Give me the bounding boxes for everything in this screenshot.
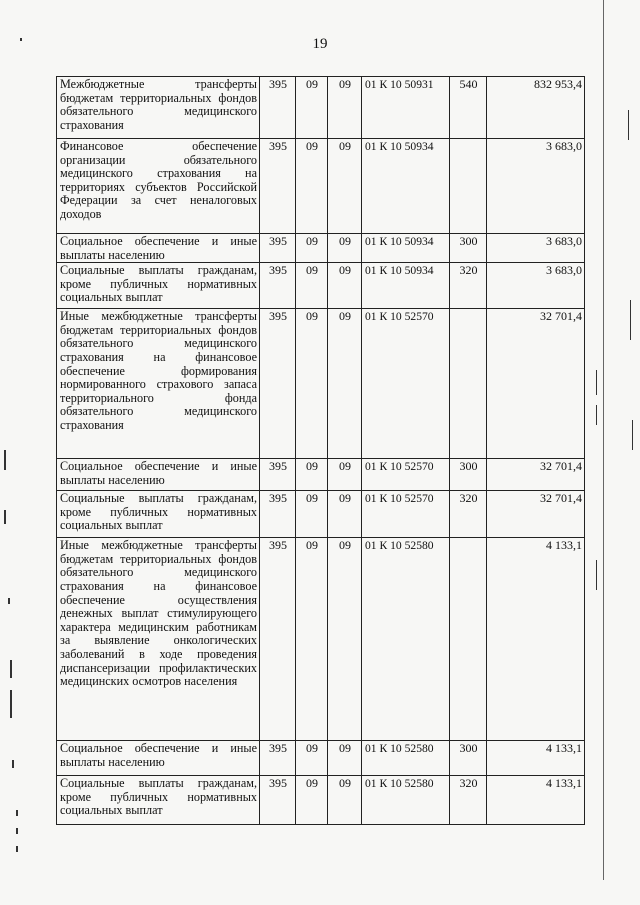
- row-amount: 832 953,4: [487, 77, 585, 139]
- row-rz: 09: [296, 77, 328, 139]
- row-amount: 4 133,1: [487, 538, 585, 741]
- row-name: Социальные выплаты гражданам, кроме публичных нормативных социальных выплат: [57, 776, 260, 825]
- row-pr: 09: [328, 491, 362, 538]
- row-csr: 01 К 10 50934: [362, 263, 450, 309]
- table-row: [57, 741, 585, 776]
- row-grbs: 395: [260, 309, 296, 459]
- row-vr: [450, 538, 487, 741]
- row-grbs: 395: [260, 491, 296, 538]
- row-vr: 320: [450, 776, 487, 825]
- row-csr: 01 К 10 50934: [362, 234, 450, 263]
- row-name: Межбюджетные трансферты бюджетам территориальных фондов обязательного медицинского страхования: [57, 77, 260, 139]
- row-grbs: 395: [260, 234, 296, 263]
- row-rz: 09: [296, 491, 328, 538]
- row-pr: 09: [328, 776, 362, 825]
- row-amount: 4 133,1: [487, 776, 585, 825]
- table-row: [57, 309, 585, 459]
- row-csr: 01 К 10 50934: [362, 139, 450, 234]
- row-csr: 01 К 10 52580: [362, 776, 450, 825]
- row-csr: 01 К 10 52570: [362, 309, 450, 459]
- scan-mark: [596, 560, 597, 590]
- row-name: Социальное обеспечение и иные выплаты населению: [57, 459, 260, 491]
- row-pr: 09: [328, 741, 362, 776]
- table-row: [57, 538, 585, 741]
- row-pr: 09: [328, 234, 362, 263]
- table-row: [57, 459, 585, 491]
- row-rz: 09: [296, 741, 328, 776]
- row-pr: 09: [328, 459, 362, 491]
- scan-mark: [16, 846, 18, 852]
- row-name: Финансовое обеспечение организации обязательного медицинского страхования на территориях субъектов Российской Федерации за счет неналоговых доходов: [57, 139, 260, 234]
- row-vr: 300: [450, 741, 487, 776]
- row-vr: 300: [450, 234, 487, 263]
- row-amount: 32 701,4: [487, 459, 585, 491]
- row-vr: [450, 309, 487, 459]
- row-rz: 09: [296, 538, 328, 741]
- scan-mark: [16, 828, 18, 834]
- row-vr: 540: [450, 77, 487, 139]
- row-name: Социальные выплаты гражданам, кроме публичных нормативных социальных выплат: [57, 491, 260, 538]
- row-pr: 09: [328, 77, 362, 139]
- row-name: Иные межбюджетные трансферты бюджетам территориальных фондов обязательного медицинского страхования на финансовое обеспечение формирования нормированного страхового запаса территориального фонда обязательного медицинского страхования: [57, 309, 260, 459]
- row-amount: 4 133,1: [487, 741, 585, 776]
- row-rz: 09: [296, 459, 328, 491]
- table-row: [57, 263, 585, 309]
- row-name: Иные межбюджетные трансферты бюджетам территориальных фондов обязательного медицинского страхования на финансовое обеспечение осуществления денежных выплат стимулирующего характера медицинским работникам за выявление онкологических заболеваний в ходе проведения диспансеризации профилактических медицинских осмотров населения: [57, 538, 260, 741]
- row-pr: 09: [328, 538, 362, 741]
- row-grbs: 395: [260, 77, 296, 139]
- row-csr: 01 К 10 52580: [362, 538, 450, 741]
- row-vr: [450, 139, 487, 234]
- row-grbs: 395: [260, 139, 296, 234]
- row-amount: 3 683,0: [487, 234, 585, 263]
- row-name: Социальные выплаты гражданам, кроме публичных нормативных социальных выплат: [57, 263, 260, 309]
- row-csr: 01 К 10 52580: [362, 741, 450, 776]
- row-amount: 3 683,0: [487, 263, 585, 309]
- scan-mark: [8, 598, 10, 604]
- scan-mark: [10, 690, 12, 718]
- row-grbs: 395: [260, 263, 296, 309]
- table-row: [57, 491, 585, 538]
- row-grbs: 395: [260, 776, 296, 825]
- row-pr: 09: [328, 309, 362, 459]
- row-grbs: 395: [260, 459, 296, 491]
- table-row: [57, 77, 585, 139]
- row-vr: 300: [450, 459, 487, 491]
- scan-mark: [630, 300, 631, 340]
- row-csr: 01 К 10 52570: [362, 491, 450, 538]
- row-vr: 320: [450, 491, 487, 538]
- scan-mark: [596, 370, 597, 395]
- table-row: [57, 234, 585, 263]
- row-csr: 01 К 10 52570: [362, 459, 450, 491]
- page-number: 19: [312, 36, 328, 52]
- row-rz: 09: [296, 263, 328, 309]
- scan-mark: [4, 510, 6, 524]
- scan-mark: [16, 810, 18, 816]
- scan-mark: [628, 110, 629, 140]
- row-grbs: 395: [260, 538, 296, 741]
- row-rz: 09: [296, 139, 328, 234]
- row-name: Социальное обеспечение и иные выплаты населению: [57, 741, 260, 776]
- table-row: [57, 139, 585, 234]
- scan-mark: [632, 420, 633, 450]
- row-rz: 09: [296, 309, 328, 459]
- row-amount: 3 683,0: [487, 139, 585, 234]
- scan-mark: [596, 405, 597, 425]
- scan-edge-line: [603, 0, 604, 880]
- row-amount: 32 701,4: [487, 491, 585, 538]
- row-pr: 09: [328, 263, 362, 309]
- table-row: [57, 776, 585, 825]
- row-vr: 320: [450, 263, 487, 309]
- row-grbs: 395: [260, 741, 296, 776]
- row-rz: 09: [296, 776, 328, 825]
- row-csr: 01 К 10 50931: [362, 77, 450, 139]
- row-amount: 32 701,4: [487, 309, 585, 459]
- budget-table: [56, 76, 585, 825]
- scan-mark: [4, 450, 6, 470]
- scan-mark: [20, 38, 22, 41]
- scan-mark: [12, 760, 14, 768]
- row-pr: 09: [328, 139, 362, 234]
- scan-mark: [10, 660, 12, 678]
- row-name: Социальное обеспечение и иные выплаты населению: [57, 234, 260, 263]
- row-rz: 09: [296, 234, 328, 263]
